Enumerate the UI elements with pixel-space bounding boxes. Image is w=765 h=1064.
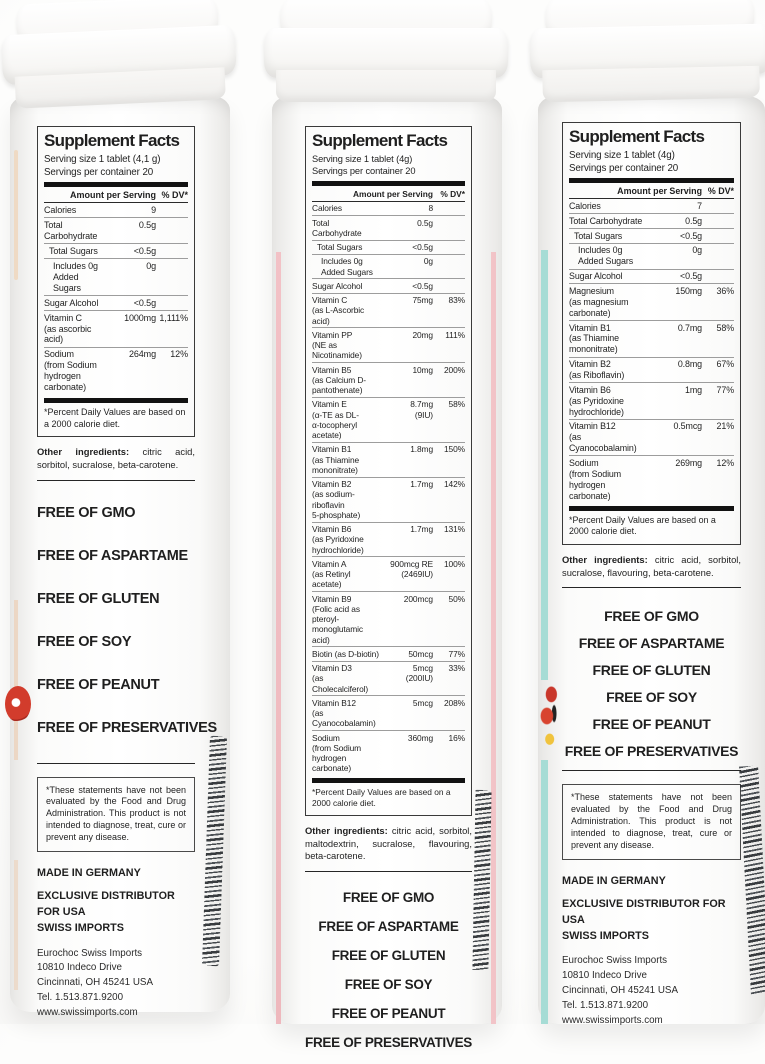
free-of-item: FREE OF ASPARTAME bbox=[37, 547, 188, 564]
address-line: Tel. 1.513.871.9200 bbox=[37, 992, 124, 1004]
brand-strip bbox=[491, 252, 496, 1024]
other-ingredients-label: Other ingredients: bbox=[305, 825, 388, 837]
free-of-item: FREE OF ASPARTAME bbox=[578, 635, 725, 652]
facts-row: Vitamin B6 (as Pyridoxine hydrochloride) 1.7mg 131% bbox=[312, 523, 465, 558]
free-of-item: FREE OF PEANUT bbox=[331, 1006, 446, 1022]
facts-row: Vitamin C (as L-Ascorbic acid) 75mg 83% bbox=[312, 294, 465, 329]
distributor-line: EXCLUSIVE DISTRIBUTOR FOR USA bbox=[37, 889, 175, 919]
facts-row: Sugar Alcohol <0.5g bbox=[44, 296, 188, 311]
address-line: 10810 Indeco Drive bbox=[37, 962, 122, 974]
tube-cap bbox=[529, 0, 765, 119]
supplement-facts-title: Supplement Facts bbox=[569, 127, 705, 146]
label bbox=[562, 122, 741, 1029]
divider-line bbox=[305, 871, 472, 872]
facts-row: Sugar Alcohol <0.5g bbox=[569, 270, 734, 285]
facts-row: Sodium (from Sodium hydrogen carbonate) 360mg 16% bbox=[312, 732, 465, 774]
divider-bar bbox=[44, 182, 188, 187]
facts-row: Magnesium (as magnesium carbonate) 150mg 36% bbox=[569, 284, 734, 321]
free-of-item: FREE OF GMO bbox=[604, 608, 699, 625]
made-in-text: MADE IN GERMANY bbox=[37, 866, 141, 879]
facts-row: Calories 9 bbox=[44, 203, 188, 218]
servings-per-container: Servings per container 20 bbox=[44, 167, 154, 179]
facts-row: Vitamin B9 (Folic acid as pteroyl- monoglutamic acid) 200mcg 50% bbox=[312, 592, 465, 647]
free-of-item: FREE OF ASPARTAME bbox=[318, 919, 459, 935]
supplement-facts-title: Supplement Facts bbox=[44, 131, 180, 150]
other-ingredients-label: Other ingredients: bbox=[37, 446, 130, 458]
other-ingredients-text: citric acid, sorbitol, sucralose, beta-carotene. bbox=[37, 446, 195, 470]
cap-skirt bbox=[276, 70, 496, 102]
facts-row: Includes 0g Added Sugars 0g bbox=[44, 259, 188, 296]
facts-row: Sugar Alcohol <0.5g bbox=[312, 279, 465, 293]
facts-row: Biotin (as D-biotin) 50mcg 77% bbox=[312, 647, 465, 661]
supplement-facts-title: Supplement Facts bbox=[312, 131, 448, 150]
tube-right bbox=[538, 0, 765, 1024]
facts-row: Calories 8 bbox=[312, 202, 465, 216]
distributor-line: SWISS IMPORTS bbox=[37, 922, 124, 935]
free-of-item: FREE OF GMO bbox=[37, 504, 136, 521]
dv-footnote: *Percent Daily Values are based on a 2000 calorie diet. bbox=[44, 406, 186, 429]
distributor-line: SWISS IMPORTS bbox=[562, 930, 649, 943]
tube-left bbox=[10, 0, 230, 1024]
facts-rows bbox=[569, 199, 734, 503]
free-of-item: FREE OF PEANUT bbox=[37, 676, 160, 693]
other-ingredients bbox=[305, 825, 472, 863]
divider-line bbox=[562, 770, 741, 771]
brand-strip bbox=[14, 150, 18, 280]
other-ingredients-text: citric acid, sorbitol, maltodextrin, sucralose, flavouring, beta-carotene. bbox=[305, 825, 472, 862]
facts-row: Vitamin B12 (as Cyanocobalamin) 5mcg 208% bbox=[312, 696, 465, 731]
facts-row: Vitamin E (α-TE as DL- α-tocopheryl acetate) 8.7mg (9IU) 58% bbox=[312, 398, 465, 443]
free-of-list bbox=[562, 608, 741, 759]
address-line: Eurochoc Swiss Imports bbox=[37, 947, 143, 959]
address-line: Cincinnati, OH 45241 USA bbox=[37, 977, 153, 989]
facts-row: Vitamin C (as ascorbic acid) 1000mg 1,111% bbox=[44, 311, 188, 348]
divider-line bbox=[562, 587, 741, 588]
divider-bar bbox=[44, 398, 188, 403]
facts-row: Total Carbohydrate 0.5g bbox=[312, 216, 465, 241]
facts-row: Vitamin B2 (as sodium-riboflavin 5-phosphate) 1.7mg 142% bbox=[312, 478, 465, 523]
supplement-facts-panel bbox=[562, 122, 741, 545]
distributor-text bbox=[37, 888, 195, 937]
free-of-list bbox=[37, 504, 217, 736]
divider-bar bbox=[569, 506, 734, 511]
facts-row: Sodium (from Sodium hydrogen carbonate) 269mg 12% bbox=[569, 457, 734, 501]
barcode bbox=[472, 790, 491, 970]
label bbox=[305, 126, 472, 1064]
divider-bar bbox=[312, 778, 465, 783]
distributor-text bbox=[562, 896, 741, 945]
dv-footnote: *Percent Daily Values are based on a 2000 calorie diet. bbox=[312, 787, 451, 809]
fda-disclaimer: *These statements have not been evaluated by the Food and Drug Administration. This product is not intended to diagnose, treat, cure or prevent any disease. bbox=[562, 784, 741, 859]
brand-strip bbox=[541, 760, 548, 1024]
divider-bar bbox=[312, 181, 465, 186]
label bbox=[37, 126, 217, 1021]
divider-bar bbox=[569, 178, 734, 183]
cap-skirt bbox=[542, 66, 760, 103]
divider-line bbox=[37, 480, 195, 481]
dv-col-header: % DV* bbox=[707, 186, 734, 197]
facts-row: Total Sugars <0.5g bbox=[312, 241, 465, 255]
free-of-item: FREE OF PEANUT bbox=[592, 716, 711, 733]
brand-logo bbox=[534, 680, 562, 760]
other-ingredients bbox=[562, 554, 741, 579]
tube-cap bbox=[0, 0, 239, 125]
facts-header bbox=[312, 188, 465, 202]
address-line: Tel. 1.513.871.9200 bbox=[562, 1000, 649, 1012]
facts-rows bbox=[312, 202, 465, 775]
brand-logo bbox=[5, 686, 31, 722]
free-of-item: FREE OF GLUTEN bbox=[37, 590, 160, 607]
address-line: 10810 Indeco Drive bbox=[562, 970, 647, 982]
facts-row: Sodium (from Sodium hydrogen carbonate) 264mg 12% bbox=[44, 349, 188, 393]
brand-strip bbox=[14, 600, 18, 760]
serving-size: Serving size 1 tablet (4,1 g) bbox=[44, 153, 161, 165]
free-of-item: FREE OF GMO bbox=[342, 890, 435, 906]
brand-strip bbox=[14, 860, 18, 990]
facts-row: Vitamin PP (NE as Nicotinamide) 20mg 111% bbox=[312, 328, 465, 363]
facts-row: Vitamin B1 (as Thiamine mononitrate) 0.7mg 58% bbox=[569, 321, 734, 358]
serving-size: Serving size 1 tablet (4g) bbox=[569, 149, 675, 161]
brand-strip bbox=[541, 250, 548, 680]
facts-row: Total Carbohydrate 0.5g bbox=[569, 214, 734, 229]
servings-per-container: Servings per container 20 bbox=[312, 166, 416, 177]
amount-col-header: Amount per Serving bbox=[352, 188, 433, 199]
other-ingredients-label: Other ingredients: bbox=[562, 554, 648, 566]
free-of-item: FREE OF PRESERVATIVES bbox=[564, 743, 739, 760]
facts-row: Vitamin B6 (as Pyridoxine hydrochloride) 1mg 77% bbox=[569, 383, 734, 420]
facts-row: Vitamin B2 (as Riboflavin) 0.8mg 67% bbox=[569, 358, 734, 384]
distributor-line: EXCLUSIVE DISTRIBUTOR FOR USA bbox=[562, 897, 726, 926]
address-line: www.swissimports.com bbox=[37, 1007, 138, 1019]
free-of-item: FREE OF SOY bbox=[344, 977, 433, 993]
facts-row: Calories 7 bbox=[569, 199, 734, 214]
dv-col-header: % DV* bbox=[161, 190, 188, 201]
address-line: Cincinnati, OH 45241 USA bbox=[562, 985, 678, 997]
facts-row: Total Carbohydrate 0.5g bbox=[44, 218, 188, 244]
facts-rows bbox=[44, 203, 188, 395]
other-ingredients-text: citric acid, sorbitol, sucralose, flavouring, beta-carotene. bbox=[562, 554, 741, 578]
amount-col-header: Amount per Serving bbox=[69, 190, 156, 201]
facts-row: Includes 0g Added Sugars 0g bbox=[312, 255, 465, 280]
facts-row: Vitamin B1 (as Thiamine mononitrate) 1.8mg 150% bbox=[312, 443, 465, 478]
free-of-list bbox=[305, 890, 472, 1050]
facts-row: Vitamin A (as Retinyl acetate) 900mcg RE (2469IU) 100% bbox=[312, 557, 465, 592]
other-ingredients bbox=[37, 446, 195, 471]
free-of-item: FREE OF GLUTEN bbox=[331, 948, 446, 964]
dv-col-header: % DV* bbox=[440, 188, 465, 199]
facts-row: Includes 0g Added Sugars 0g bbox=[569, 244, 734, 270]
address-block bbox=[562, 954, 741, 1028]
facts-row: Vitamin B12 (as Cyanocobalamin) 0.5mcg 21% bbox=[569, 420, 734, 457]
brand-strip bbox=[276, 252, 281, 1024]
made-in-text: MADE IN GERMANY bbox=[562, 874, 666, 887]
divider-line bbox=[37, 763, 195, 764]
facts-row: Total Sugars <0.5g bbox=[44, 244, 188, 259]
facts-row: Vitamin D3 (as Cholecalciferol) 5mcg (200IU) 33% bbox=[312, 662, 465, 697]
facts-row: Vitamin B5 (as Calcium D-pantothenate) 10mg 200% bbox=[312, 363, 465, 398]
supplement-facts-panel bbox=[37, 126, 195, 437]
supplement-facts-panel bbox=[305, 126, 472, 816]
facts-row: Total Sugars <0.5g bbox=[569, 229, 734, 244]
free-of-item: FREE OF PRESERVATIVES bbox=[305, 1035, 472, 1051]
facts-header bbox=[569, 185, 734, 199]
free-of-item: FREE OF SOY bbox=[606, 689, 697, 706]
dv-footnote: *Percent Daily Values are based on a 2000 calorie diet. bbox=[569, 514, 716, 537]
tube-cap bbox=[264, 0, 508, 118]
free-of-item: FREE OF GLUTEN bbox=[592, 662, 711, 679]
amount-col-header: Amount per Serving bbox=[617, 186, 702, 197]
free-of-item: FREE OF PRESERVATIVES bbox=[37, 719, 217, 736]
serving-size: Serving size 1 tablet (4g) bbox=[312, 153, 413, 164]
address-block bbox=[37, 947, 195, 1021]
facts-header bbox=[44, 189, 188, 203]
address-line: www.swissimports.com bbox=[562, 1014, 663, 1026]
address-line: Eurochoc Swiss Imports bbox=[562, 955, 668, 967]
free-of-item: FREE OF SOY bbox=[37, 633, 132, 650]
servings-per-container: Servings per container 20 bbox=[569, 163, 679, 175]
tube-middle bbox=[272, 0, 502, 1051]
fda-disclaimer: *These statements have not been evaluated by the Food and Drug Administration. This product is not intended to diagnose, treat, cure or prevent any disease. bbox=[37, 777, 195, 852]
